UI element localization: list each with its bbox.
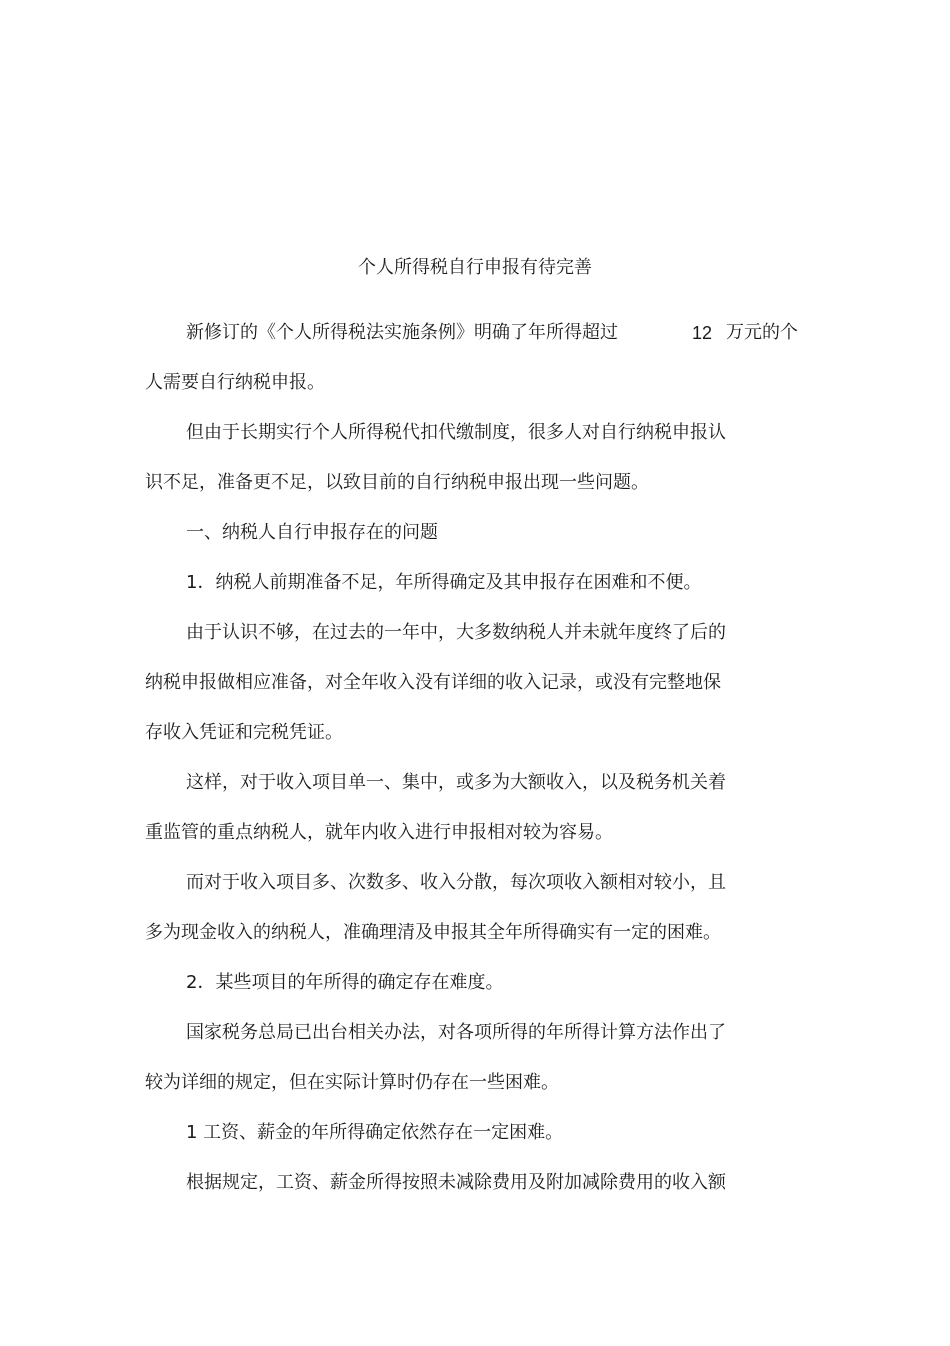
paragraph-line: 万元的个 — [726, 322, 798, 343]
paragraph-line: 由于认识不够，在过去的一年中，大多数纳税人并未就年度终了后的 — [186, 622, 726, 643]
paragraph-line: 人需要自行纳税申报。 — [145, 372, 325, 393]
paragraph-line: 这样，对于收入项目单一、集中，或多为大额收入，以及税务机关着 — [186, 772, 726, 793]
paragraph-line: 存收入凭证和完税凭证。 — [145, 722, 343, 743]
paragraph-line: 但由于长期实行个人所得税代扣代缴制度，很多人对自行纳税申报认 — [186, 422, 726, 443]
paragraph-line: 识不足，准备更不足，以致目前的自行纳税申报出现一些问题。 — [145, 472, 649, 493]
paragraph-line: 而对于收入项目多、次数多、收入分散，每次项收入额相对较小，且 — [186, 872, 726, 893]
paragraph-line: 根据规定，工资、薪金所得按照未减除费用及附加减除费用的收入额 — [186, 1172, 726, 1193]
paragraph-line: 国家税务总局已出台相关办法，对各项所得的年所得计算方法作出了 — [186, 1022, 726, 1043]
paragraph-line: 新修订的《个人所得税法实施条例》明确了年所得超过 — [186, 322, 618, 343]
subsection-heading: 1 工资、薪金的年所得确定依然存在一定困难。 — [186, 1122, 564, 1143]
paragraph-number: 12 — [692, 323, 713, 343]
document-title: 个人所得税自行申报有待完善 — [358, 257, 592, 278]
paragraph-line: 多为现金收入的纳税人，准确理清及申报其全年所得确实有一定的困难。 — [145, 922, 721, 943]
paragraph-line: 纳税申报做相应准备，对全年收入没有详细的收入记录，或没有完整地保 — [145, 672, 721, 693]
section-heading: 一、纳税人自行申报存在的问题 — [186, 522, 438, 543]
subsection-heading: 2．某些项目的年所得的确定存在难度。 — [186, 972, 504, 993]
paragraph-line: 较为详细的规定，但在实际计算时仍存在一些困难。 — [145, 1072, 559, 1093]
paragraph-line: 重监管的重点纳税人，就年内收入进行申报相对较为容易。 — [145, 822, 613, 843]
subsection-heading: 1．纳税人前期准备不足，年所得确定及其申报存在困难和不便。 — [186, 572, 702, 593]
